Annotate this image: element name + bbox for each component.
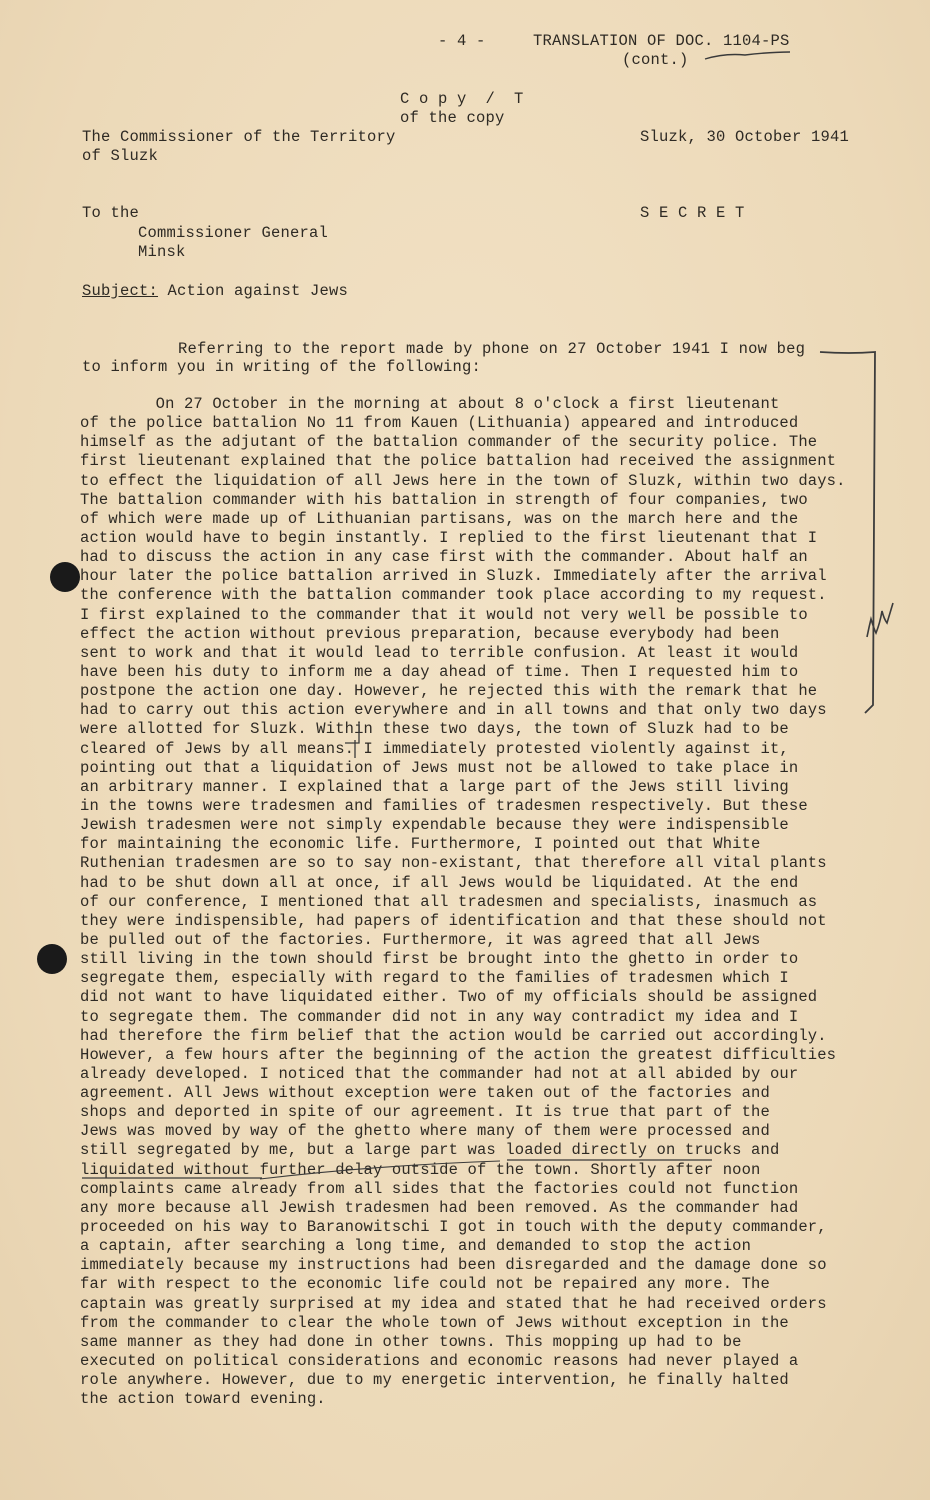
body-line: sent to work and that it would lead to terrible confusion. At least it would	[80, 643, 799, 662]
body-line: cleared of Jews by all means. I immediately protested violently against it,	[80, 739, 789, 758]
body-line: still segregated by me, but a large part was loaded directly on trucks and	[80, 1141, 780, 1160]
underline-mark	[260, 1161, 500, 1179]
body-line: hour later the police battalion arrived in Sluzk. Immediately after the arrival	[80, 567, 827, 586]
body-line: The battalion commander with his battalion in strength of four companies, two	[80, 490, 808, 509]
body-line: postpone the action one day. However, he rejected this with the remark that he	[80, 682, 818, 701]
body-line: were allotted for Sluzk. Within these two days, the town of Sluzk had to be	[80, 720, 789, 739]
body-line: action would have to begin instantly. I replied to the first lieutenant that I	[80, 528, 818, 547]
body-line: Jewish tradesmen were not simply expendable because they were indispensible	[80, 816, 789, 835]
body-line: still living in the town should first be brought into the ghetto in order to	[80, 950, 799, 969]
body-line: in the towns were tradesmen and families of tradesmen respectively. But these	[80, 796, 808, 815]
body-line: On 27 October in the morning at about 8 o'clock a first lieutenant	[80, 395, 780, 413]
margin-bracket	[820, 352, 875, 713]
body-line: pointing out that a liquidation of Jews must not be allowed to take place in	[80, 758, 799, 777]
recipient-line: Commissioner General	[138, 224, 329, 242]
body-line: the action toward evening.	[80, 1390, 326, 1409]
body-line: an arbitrary manner. I explained that a large part of the Jews still living	[80, 777, 789, 796]
body-line: Ruthenian tradesmen are so to say non-existant, that therefore all vital plants	[80, 854, 827, 873]
body-line: had therefore the firm belief that the action would be carried out accordingly.	[80, 1026, 827, 1045]
body-line: agreement. All Jews without exception were taken out of the factories and	[80, 1084, 770, 1103]
recipient-line: Minsk	[138, 243, 186, 261]
copy-mark: C o p y / T	[400, 90, 524, 108]
recipient-line: To the	[82, 204, 140, 222]
body-line: However, a few hours after the beginning of the action the greatest difficulties	[80, 1045, 837, 1064]
body-line: same manner as they had done in other towns. This mopping up had to be	[80, 1332, 742, 1351]
body-line: of our conference, I mentioned that all tradesmen and specialists, inasmuch as	[80, 892, 818, 911]
body-line: shops and deported in spite of our agreement. It is true that part of the	[80, 1103, 770, 1122]
subject-label: Subject:	[82, 282, 159, 300]
body-line: did not want to have liquidated either. Two of my officials should be assigned	[80, 988, 818, 1007]
body-line: liquidated without further delay outside of the town. Shortly after noon	[80, 1160, 761, 1179]
body-line: executed on political considerations and economic reasons had never played a	[80, 1352, 799, 1371]
body-line: of which were made up of Lithuanian partisans, was on the march here and the	[80, 509, 799, 528]
body-line: first lieutenant explained that the police battalion had received the assignment	[80, 452, 837, 471]
body-line: proceeded on his way to Baranowitschi I got in touch with the deputy commander,	[80, 1218, 827, 1237]
margin-initials	[867, 603, 893, 637]
body-line: had to discuss the action in any case first with the commander. About half an	[80, 548, 808, 567]
body-line: I first explained to the commander that it would not very well be possible to	[80, 605, 808, 624]
bracket-mark	[345, 723, 359, 758]
body-line: already developed. I noticed that the commander had not at all abided by our	[80, 1064, 799, 1083]
body-line: any more because all Jewish tradesmen had been removed. As the commander had	[80, 1198, 799, 1217]
classification-secret: S E C R E T	[640, 204, 745, 222]
header-scribble	[705, 52, 790, 59]
body-line: to segregate them. The commander did not in any way contradict my idea and I	[80, 1007, 799, 1026]
body-line: have been his duty to inform me a day ahead of time. Then I requested him to	[80, 662, 799, 681]
body-line: they were indispensible, had papers of identification and that these should not	[80, 911, 827, 930]
body-line: the conference with the battalion commander took place according to my request.	[80, 586, 827, 605]
intro-line: to inform you in writing of the following:	[82, 358, 482, 376]
copy-mark-subtitle: of the copy	[400, 109, 505, 127]
intro-line: Referring to the report made by phone on 27 October 1941 I now beg	[178, 340, 806, 358]
page-number: - 4 -	[438, 32, 486, 50]
date-place: Sluzk, 30 October 1941	[640, 128, 850, 146]
body-line: captain was greatly surprised at my idea and stated that he had received orders	[80, 1294, 827, 1313]
body-line: be pulled out of the factories. Furthermore, it was agreed that all Jews	[80, 930, 761, 949]
body-line: himself as the adjutant of the battalion commander of the security police. The	[80, 433, 818, 452]
body-line: immediately because my instructions had been disregarded and the damage done so	[80, 1256, 827, 1275]
subject-text: Action against Jews	[167, 282, 349, 300]
body-line: had to carry out this action everywhere and in all towns and that only two days	[80, 701, 827, 720]
continued-label: (cont.)	[622, 51, 689, 69]
sender-line: of Sluzk	[82, 147, 159, 165]
body-line: had to be shut down all at once, if all Jews would be liquidated. At the end	[80, 873, 799, 892]
body-line: Jews was moved by way of the ghetto where many of them were processed and	[80, 1122, 770, 1141]
body-line: for maintaining the economic life. Furthermore, I pointed out that White	[80, 835, 761, 854]
body-line: far with respect to the economic life could not be repaired any more. The	[80, 1275, 770, 1294]
body-line: of the police battalion No 11 from Kauen (Lithuania) appeared and introduced	[80, 414, 799, 433]
sender-line: The Commissioner of the Territory	[82, 128, 396, 146]
body-line: role anywhere. However, due to my energetic intervention, he finally halted	[80, 1371, 789, 1390]
body-line: a captain, after searching a long time, and demanded to stop the action	[80, 1237, 752, 1256]
body-line: to effect the liquidation of all Jews here in the town of Sluzk, within two days.	[80, 471, 846, 490]
body-line: complaints came already from all sides that the factories could not function	[80, 1179, 799, 1198]
body-line: effect the action without previous preparation, because everybody had been	[80, 624, 780, 643]
body-line: segregate them, especially with regard to the families of tradesmen which I	[80, 969, 789, 988]
translation-title: TRANSLATION OF DOC. 1104-PS	[533, 32, 790, 50]
body-line: from the commander to clear the whole town of Jews without exception in the	[80, 1313, 789, 1332]
